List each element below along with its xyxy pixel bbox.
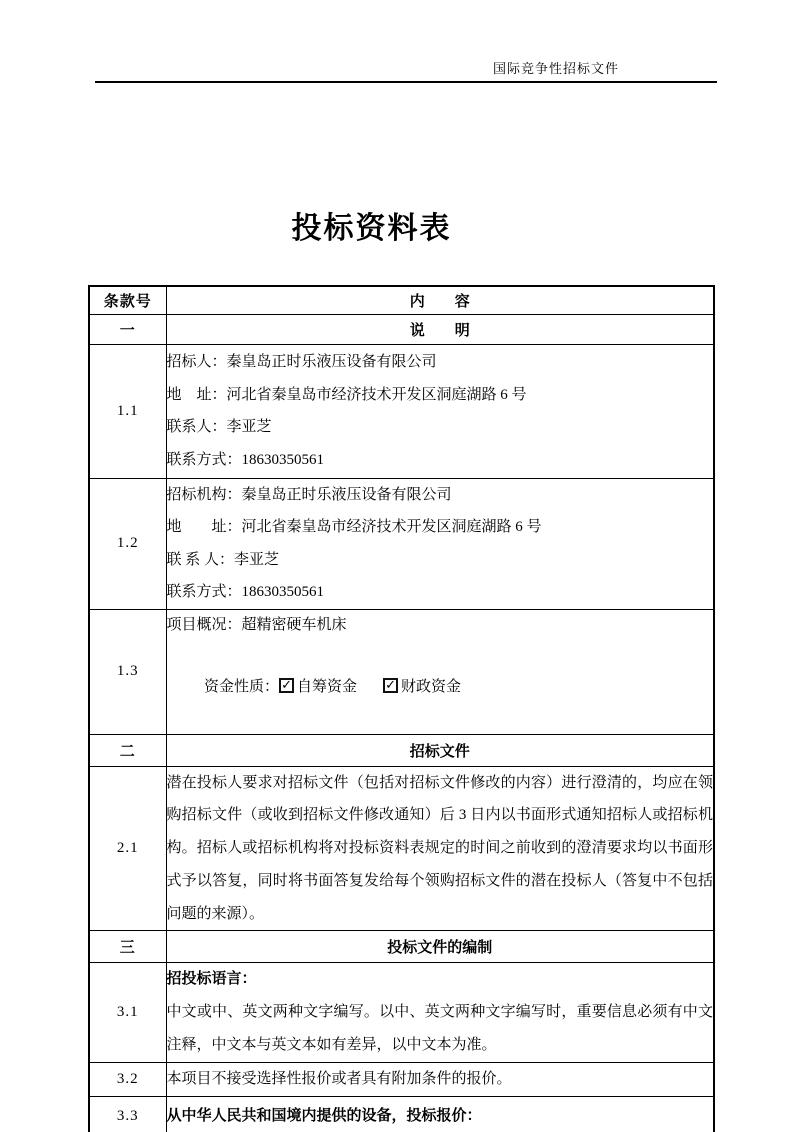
table-row-1-1 (89, 344, 714, 478)
clause-number: 1.2 (89, 478, 166, 609)
table-header-row (89, 286, 714, 314)
funding-option-fiscal (383, 672, 461, 703)
tenderer-info-cell (166, 344, 714, 478)
bid-language-heading: 招投标语言： (166, 971, 257, 988)
section-number: 一 (89, 314, 166, 344)
header-doc-type-label: 国际竞争性招标文件 (492, 61, 619, 76)
funding-option-self (279, 672, 357, 703)
funding-line (167, 641, 714, 734)
checked-checkbox-icon[interactable]: ✓ (383, 678, 398, 693)
tenderer-contact-line: 联系人：李亚芝 (166, 419, 272, 435)
domestic-equipment-heading: 从中华人民共和国境内提供的设备，投标报价： (166, 1108, 482, 1125)
bid-info-table (88, 285, 715, 1132)
clarification-cell (166, 766, 714, 931)
agency-name-line: 招标机构：秦皇岛正时乐液压设备有限公司 (166, 486, 452, 503)
domestic-equipment-cell (166, 1096, 714, 1132)
agency-address-line: 地 址：河北省秦皇岛市经济技术开发区洞庭湖路 6 号 (166, 519, 542, 535)
clarification-paragraph: 潜在投标人要求对招标文件（包括对招标文件修改的内容）进行澄清的，均应在领购招标文件（或收到招标文件修改通知）后 3 日内以书面形式通知招标人或招标机构。招标人或招标机构将对投标资料表规定的时间之前收到的澄清要求均以书面形式予以答复，同时将书面答复发给每个领购招标文件的潜在投标人（答复中不包括问题的来源）。 (166, 774, 713, 922)
section-number: 三 (89, 931, 166, 963)
agency-info-cell (166, 478, 714, 609)
page-title: 投标资料表 (291, 212, 452, 245)
section-row-2 (89, 734, 714, 766)
clause-number: 3.1 (89, 963, 166, 1062)
section-title: 说 明 (166, 314, 714, 344)
no-alternative-bid-text: 本项目不接受选择性报价或者具有附加条件的报价。 (166, 1070, 512, 1087)
clause-number: 3.2 (89, 1062, 166, 1096)
column-header-content: 内 容 (166, 286, 714, 314)
clause-number: 1.3 (89, 609, 166, 734)
clause-number: 1.1 (89, 344, 166, 478)
bid-language-paragraph: 中文或中、英文两种文字编写。以中、英文两种文字编写时，重要信息必须有中文注释，中文本与英文本如有差异，以中文本为准。 (166, 1004, 713, 1054)
checked-checkbox-icon[interactable]: ✓ (279, 678, 294, 693)
table-row-1-2 (89, 478, 714, 609)
bid-language-cell (166, 963, 714, 1062)
funding-option-label: 财政资金 (401, 678, 462, 695)
tenderer-name-line: 招标人：秦皇岛正时乐液压设备有限公司 (166, 354, 437, 370)
clause-number: 3.3 (89, 1096, 166, 1132)
no-alternative-bid-cell (166, 1062, 714, 1096)
column-header-clause: 条款号 (89, 286, 166, 314)
page-header (95, 58, 717, 83)
agency-contact-line: 联 系 人：李亚芝 (166, 551, 280, 568)
table-row-3-1 (89, 963, 714, 1062)
funding-option-label: 自筹资金 (297, 678, 358, 695)
table-row-1-3 (89, 609, 714, 734)
table-row-3-3 (89, 1096, 714, 1132)
table-row-3-2 (89, 1062, 714, 1096)
tenderer-phone-line: 联系方式：18630350561 (166, 451, 325, 468)
section-row-3 (89, 931, 714, 963)
funding-label: 资金性质： (204, 678, 280, 695)
tenderer-address-line: 地 址：河北省秦皇岛市经济技术开发区洞庭湖路 6 号 (166, 386, 527, 403)
section-number: 二 (89, 734, 166, 766)
agency-phone-line: 联系方式：18630350561 (166, 584, 325, 600)
section-title: 投标文件的编制 (166, 931, 714, 963)
table-row-2-1 (89, 766, 714, 931)
clause-number: 2.1 (89, 766, 166, 931)
section-title: 招标文件 (166, 734, 714, 766)
project-info-cell (166, 609, 714, 734)
section-row-1 (89, 314, 714, 344)
project-overview-line: 项目概况：超精密硬车机床 (166, 616, 347, 633)
